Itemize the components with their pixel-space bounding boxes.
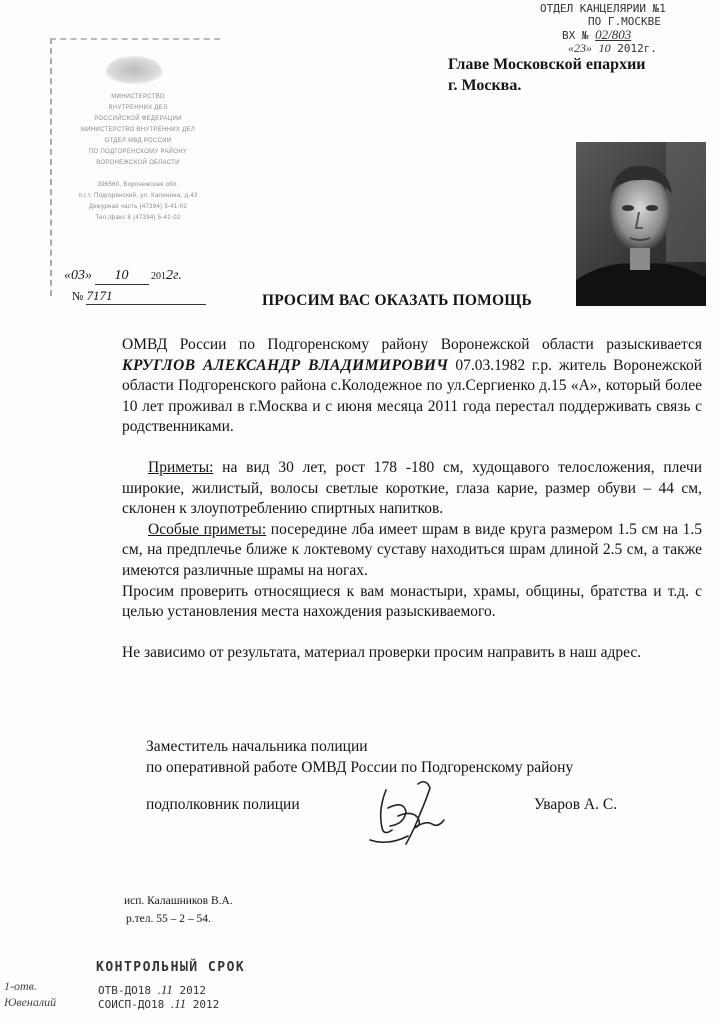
official-stamp-line: РОССИЙСКОЙ ФЕДЕРАЦИИ [94, 116, 182, 122]
registration-date-year: 2012г. [617, 42, 657, 55]
wanted-paragraph [122, 335, 702, 438]
official-stamp-line: ОТДЕЛ МВД РОССИИ [104, 138, 172, 144]
margin-note-line2: Ювеналий [4, 995, 57, 1009]
executor-phone: р.тел. 55 – 2 – 54. [126, 913, 211, 925]
document-title: ПРОСИМ ВАС ОКАЗАТЬ ПОМОЩЬ [262, 292, 532, 309]
signatory-rank: подполковник полиции [146, 796, 300, 813]
stamp-number-label: № [72, 289, 84, 303]
person-photo [576, 142, 706, 306]
official-stamp-text [58, 92, 218, 224]
signs-text: на вид 30 лет, рост 178 -180 см, худощавого телосложения, плечи широкие, жилистый, волосы светлые короткие, глаза карие, размер обуви – 44 см, склонен к злоупотреблению спиртных напитков. [122, 458, 702, 518]
control-row2-label: СОИСП-ДО18 [98, 998, 165, 1011]
registration-stamp-line2: ПО Г.МОСКВЕ [588, 15, 661, 28]
signs-paragraph [122, 458, 702, 520]
stamp-number-value: 7171 [86, 288, 206, 305]
executor-name: исп. Калашников В.А. [124, 895, 233, 907]
signatory-position-line1: Заместитель начальника полиции [146, 738, 368, 755]
stamp-date-year-prefix: 201 [151, 271, 166, 282]
addressee-line1: Главе Московской епархии [448, 56, 646, 73]
official-stamp-line: 396560, Воронежская обл. [97, 182, 179, 188]
official-stamp-line: МИНИСТЕРСТВО ВНУТРЕННИХ ДЕЛ [80, 127, 196, 133]
margin-note-line1: 1-отв. [4, 979, 37, 993]
stamp-date-day: «03» [64, 268, 92, 283]
registration-number-value: 02/803 [595, 27, 632, 42]
special-signs-paragraph [122, 520, 702, 582]
special-signs-label: Особые приметы: [148, 520, 267, 538]
control-row1-value: .11 [157, 982, 173, 997]
wanted-person-name: КРУГЛОВ АЛЕКСАНДР ВЛАДИМИРОВИЧ [122, 356, 449, 374]
control-deadline-title: КОНТРОЛЬНЫЙ СРОК [96, 960, 246, 975]
signatory-position-line2: по оперативной работе ОМВД России по Подгоренскому району [146, 759, 574, 776]
stamp-date-month: 10 [95, 268, 149, 285]
registration-stamp [538, 2, 714, 55]
official-stamp-line: п.г.т. Подгоренский, ул. Калинина, д.43 [78, 193, 198, 199]
handwritten-signature [348, 770, 458, 850]
official-stamp-line: МИНИСТЕРСТВО [111, 94, 165, 100]
official-stamp-number [72, 288, 218, 305]
control-deadline-row2 [98, 996, 219, 1012]
handwritten-margin-note [4, 978, 56, 1010]
registration-date-month: 10 [598, 41, 611, 55]
wanted-details: 07.03.1982 г.р. житель Воронежской области Подгоренского района с.Колодежное по ул.Сергиенко д.15 «А», который более 10 лет проживал в г.Москва и с июня месяца 2011 года перестал поддерживать связь с родственниками. [122, 356, 702, 436]
official-stamp-date [64, 268, 216, 285]
registration-stamp-line1: ОТДЕЛ КАНЦЕЛЯРИИ №1 [540, 2, 666, 15]
request-paragraph: Просим проверить относящиеся к вам монастыри, храмы, общины, братства и т.д. с целью установления места нахождения разыскиваемого. [122, 582, 702, 621]
control-row2-value: .11 [170, 996, 187, 1011]
stamp-date-year-suffix: 2г. [166, 268, 182, 283]
registration-stamp-number [538, 28, 714, 42]
official-stamp-line [58, 169, 218, 180]
official-stamp-line: Тел./факс 8 (47394) 5-41-02 [95, 215, 181, 221]
wanted-intro: ОМВД России по Подгоренскому району Воронежской области разыскивается [122, 336, 702, 353]
official-stamp-line: ВОРОНЕЖСКОЙ ОБЛАСТИ [96, 160, 180, 166]
closing-paragraph: Не зависимо от результата, материал проверки просим направить в наш адрес. [122, 643, 642, 661]
control-row1-year: 2012 [179, 984, 207, 997]
addressee [448, 54, 646, 96]
signatory-name: Уваров А. С. [534, 796, 618, 813]
control-row2-year: 2012 [192, 998, 220, 1011]
registration-date-day: «23» [568, 41, 592, 55]
official-stamp-line: ВНУТРЕННИХ ДЕЛ [108, 105, 168, 111]
addressee-city: г. Москва. [448, 77, 522, 94]
executor-info [124, 892, 233, 928]
control-row1-label: ОТВ-ДО18 [98, 984, 151, 997]
signs-label: Приметы: [148, 458, 214, 476]
document-body [122, 335, 702, 663]
registration-number-label: ВХ № [562, 29, 589, 42]
eagle-emblem-icon [104, 56, 164, 84]
special-signs-text: посередине лба имеет шрам в виде круга размером 1.5 см на 1.5 см, на предплечье ближе к локтевому суставу находиться шрам длиной 2.5 см, а также имеются различные шрамы на ногах. [122, 520, 702, 579]
official-stamp-line: Дежурная часть (47394) 5-41-02 [88, 204, 188, 210]
official-stamp-line: ПО ПОДГОРЕНСКОМУ РАЙОНУ [88, 149, 187, 155]
